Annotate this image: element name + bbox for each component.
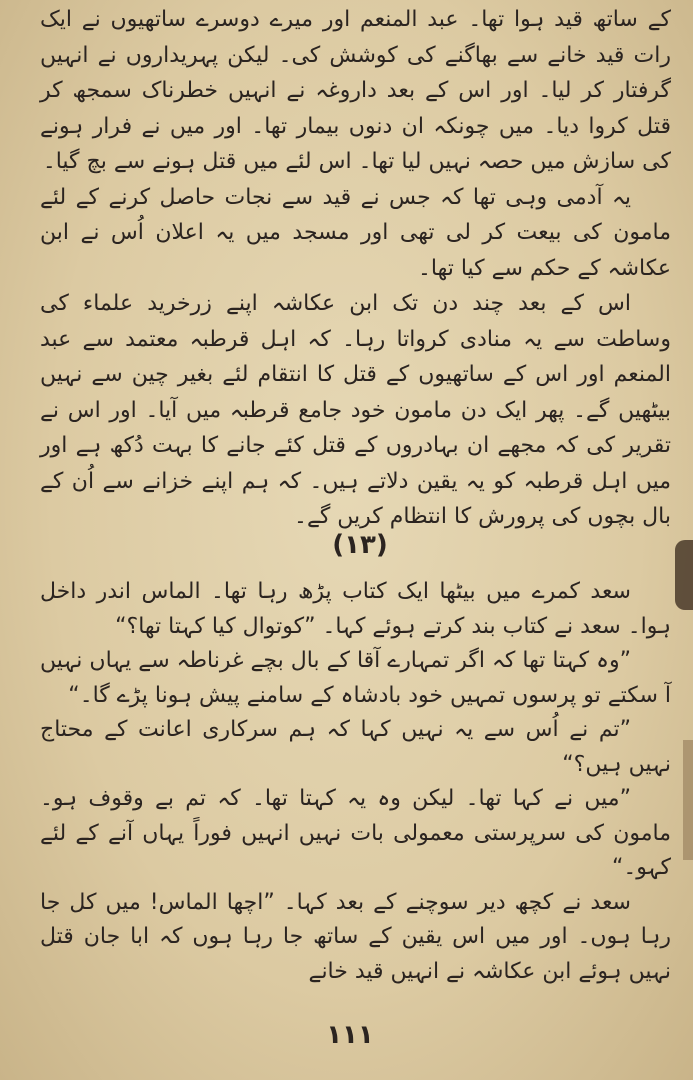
paragraph: سعد کمرے میں بیٹھا ایک کتاب پڑھ رہا تھا۔ الماس اندر داخل ہوا۔ سعد نے کتاب بند کرتے ہوئے کہا۔ ”کوتوال کیا کہتا تھا؟“ [40,579,671,639]
paragraph: ”تم نے اُس سے یہ نہیں کہا کہ ہم سرکاری اعانت کے محتاج نہیں ہیں؟“ [40,717,671,777]
section-number: (۱۳) [332,530,388,560]
paragraph: یہ آدمی وہی تھا کہ جس نے قید سے نجات حاصل کرنے کے لئے مامون کی بیعت کر لی تھی اور مسجد میں یہ اعلان اُس نے ابن عکاشہ کے حکم سے کیا تھا۔ [40,184,671,281]
paragraph: ”میں نے کہا تھا۔ لیکن وہ یہ کہتا تھا۔ کہ تم بے وقوف ہو۔ مامون کی سرپرستی معمولی بات نہیں انہیں فوراً یہاں آنے کے لئے کہو۔“ [40,786,671,880]
paragraph: سعد نے کچھ دیر سوچنے کے بعد کہا۔ ”اچھا الماس! میں کل جا رہا ہوں۔ اور میں اس یقین کے ساتھ جا رہا ہوں کہ ابا جان قتل نہیں ہوئے ابن عکاشہ نے انہیں قید خانے [40,889,671,984]
paragraph: ”وہ کہتا تھا کہ اگر تمہارے آقا کے بال بچے غرناطہ سے یہاں نہیں آ سکتے تو پرسوں تمہیں خود بادشاہ کے سامنے پیش ہونا پڑے گا۔“ [40,648,671,708]
top-text-block [40,2,671,535]
paper-stain [675,540,693,610]
paper-edge-wear [683,740,693,860]
paragraph: اس کے بعد چند دن تک ابن عکاشہ اپنے زرخرید علماء کی وساطت سے یہ منادی کرواتا رہا۔ کہ اہل قرطبہ معتمد سے عبد المنعم اور اس کے ساتھیوں کے قتل کا انتقام لئے بغیر چین سے نہیں بیٹھیں گے۔ پھر ایک دن مامون خود جامع قرطبہ میں آیا۔ اور اس نے تقریر کی کہ مجھے ان بہادروں کے قتل کئے جانے کا بہت دُکھ ہے اور میں اہل قرطبہ کو یہ یقین دلاتے ہیں۔ کہ ہم اپنے خزانے سے اُن کے بال بچوں کی پرورش کا انتظام کریں گے۔ [40,291,671,529]
page-number: ۱۱۱ [326,1020,374,1050]
paragraph: کے ساتھ قید ہوا تھا۔ عبد المنعم اور میرے دوسرے ساتھیوں نے ایک رات قید خانے سے بھاگنے کی کوشش کی۔ لیکن پہریداروں نے انہیں گرفتار کر لیا۔ اور اس کے بعد داروغہ نے انہیں خطرناک سمجھ کر قتل کروا دیا۔ میں چونکہ ان دنوں بیمار تھا۔ اور میں نے فرار ہونے کی سازش میں حصہ نہیں لیا تھا۔ اس لئے میں قتل ہونے سے بچ گیا۔ [40,7,671,174]
bottom-text-block [40,575,671,989]
